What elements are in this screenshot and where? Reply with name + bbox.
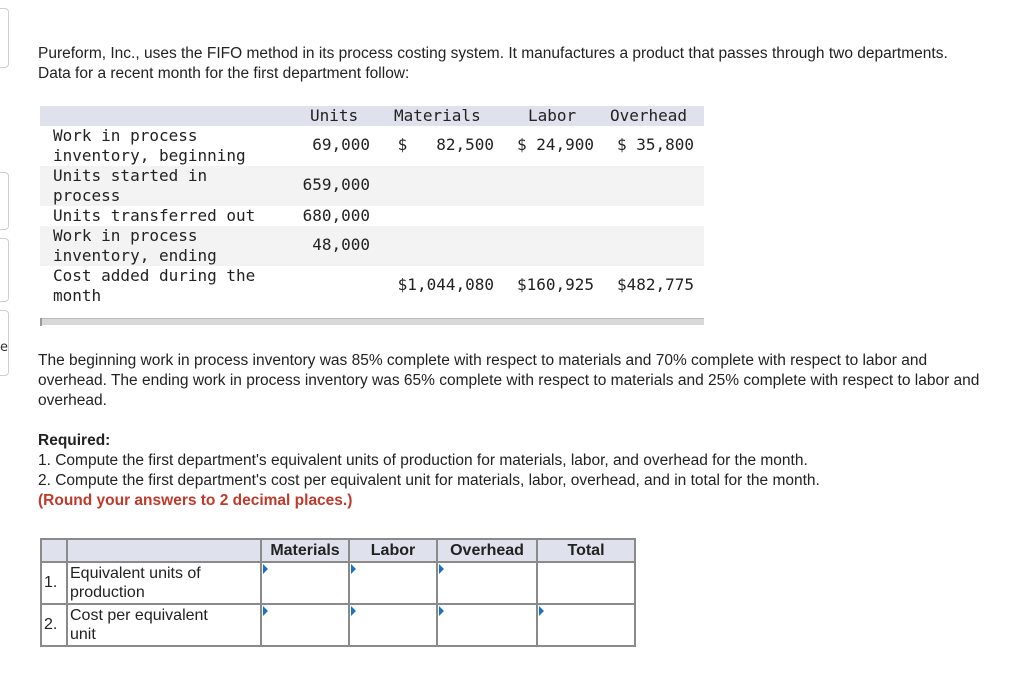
answer-header-row [41,539,635,562]
header-units: Units [310,106,359,125]
row-label: Work in process [53,226,198,245]
equivalent-units-labor-input[interactable] [349,562,437,604]
row-description [67,604,261,646]
overhead-value: $482,775 [616,275,694,294]
rounding-note: (Round your answers to 2 decimal places.) [38,492,353,509]
row-number: 2. [41,604,67,646]
row-label: Cost per equivalent [70,607,208,624]
row-label: Units transferred out [53,206,256,225]
units-value: 69,000 [312,135,370,154]
row-label: unit [70,626,96,643]
header-overhead: Overhead [437,539,537,562]
rail-tab [0,172,9,230]
equivalent-units-total-cell [537,562,635,604]
completion-text: The beginning work in process inventory was 85% complete with respect to materials and 70% complete with respect to labor and overhead. The ending work in process inventory was 65% complete with respect to materials and 25% complete with respect to labor and overhead. [38,352,980,409]
row-description [67,562,261,604]
materials-value: $1,044,080 [397,275,494,294]
answer-table [40,538,636,647]
row-label: Work in process [53,126,198,145]
header-total: Total [537,539,635,562]
required-item-2: 2. Compute the first department's cost per equivalent unit for materials, labor, overhead, and in total for the month. [38,472,820,489]
header-labor: Labor [528,106,577,125]
overhead-value: $ 35,800 [616,135,694,154]
rail-marker: e [0,340,8,355]
header-materials: Materials [261,539,349,562]
row-number: 1. [41,562,67,604]
labor-value: $160,925 [516,275,594,294]
header-overhead: Overhead [610,106,688,125]
cost-per-unit-overhead-input[interactable] [437,604,537,646]
materials-value: $ 82,500 [397,135,494,154]
required-title: Required: [38,432,111,449]
cost-per-unit-labor-input[interactable] [349,604,437,646]
row-label: Cost added during the [53,266,256,285]
intro-text: Pureform, Inc., uses the FIFO method in its process costing system. It manufactures a product that passes through two departments. Data for a recent month for the first department follow: [38,45,948,82]
equivalent-units-overhead-input[interactable] [437,562,537,604]
header-materials: Materials [394,106,481,125]
cost-per-unit-total-input[interactable] [537,604,635,646]
input-marker-icon [439,564,444,574]
answer-row [41,604,635,646]
table-bottom-rule [40,318,704,325]
input-marker-icon [351,564,356,574]
answer-row [41,562,635,604]
rail-tab [0,238,9,302]
table-bottom-edge [40,318,42,326]
units-value: 680,000 [302,206,370,225]
row-label: inventory, ending [53,246,217,265]
header-blank [41,539,67,562]
table-row [40,206,704,226]
table-row [40,226,704,266]
input-marker-icon [351,606,356,616]
units-value: 48,000 [312,235,370,254]
input-marker-icon [263,606,268,616]
rail-tab [0,8,9,68]
table-row [40,126,704,166]
row-label: Equivalent units of [70,565,201,582]
row-label: Units started in [53,166,208,185]
required-item-1: 1. Compute the first department's equivalent units of production for materials, labor, and overhead for the month. [38,452,808,469]
input-marker-icon [539,606,544,616]
required-section [38,431,983,511]
labor-value: $ 24,900 [516,135,594,154]
row-label: month [53,286,102,305]
row-label: production [70,584,145,601]
left-rail [0,0,12,694]
units-value: 659,000 [302,175,370,194]
row-label: inventory, beginning [53,146,246,165]
header-blank [67,539,261,562]
header-labor: Labor [349,539,437,562]
row-label: process [53,186,121,205]
table-header [40,106,704,126]
table-row [40,166,704,206]
input-marker-icon [263,564,268,574]
cost-per-unit-materials-input[interactable] [261,604,349,646]
input-marker-icon [439,606,444,616]
equivalent-units-materials-input[interactable] [261,562,349,604]
table-row [40,266,704,306]
